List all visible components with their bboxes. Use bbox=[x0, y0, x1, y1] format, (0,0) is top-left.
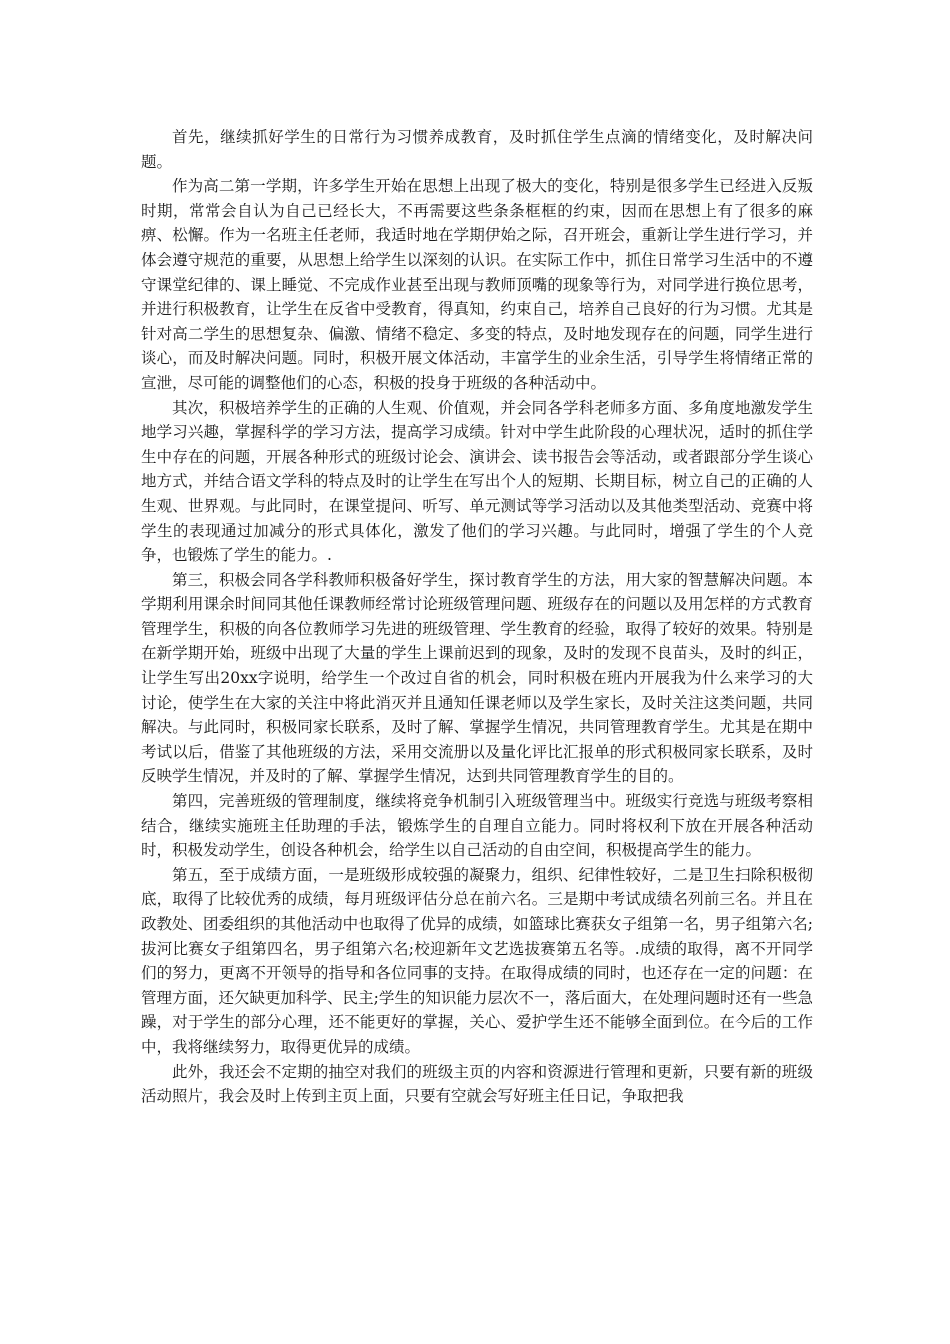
document-body bbox=[141, 125, 813, 1109]
paragraph-2: 作为高二第一学期，许多学生开始在思想上出现了极大的变化，特别是很多学生已经进入反叛时期，常常会自认为自己已经长大，不再需要这些条条框框的约束，因而在思想上有了很多的麻痹、松懈。作为一名班主任老师，我适时地在学期伊始之际，召开班会，重新让学生进行学习，并体会遵守规范的重要，从思想上给学生以深刻的认识。在实际工作中，抓住日常学习生活中的不遵守课堂纪律的、课上睡觉、不完成作业甚至出现与教师顶嘴的现象等行为，对同学进行换位思考，并进行积极教育，让学生在反省中受教育，得真知，约束自己，培养自己良好的行为习惯。尤其是针对高二学生的思想复杂、偏激、情绪不稳定、多变的特点，及时地发现存在的问题，同学生进行谈心，而及时解决问题。同时，积极开展文体活动，丰富学生的业余生活，引导学生将情绪正常的宣泄，尽可能的调整他们的心态，积极的投身于班级的各种活动中。 bbox=[141, 177, 813, 392]
paragraph-1: 首先，继续抓好学生的日常行为习惯养成教育，及时抓住学生点滴的情绪变化，及时解决问题。 bbox=[141, 128, 813, 171]
paragraph-7: 此外，我还会不定期的抽空对我们的班级主页的内容和资源进行管理和更新，只要有新的班级活动照片，我会及时上传到主页上面，只要有空就会写好班主任日记，争取把我 bbox=[141, 1062, 813, 1106]
paragraph-5: 第四，完善班级的管理制度，继续将竞争机制引入班级管理当中。班级实行竞选与班级考察相结合，继续实施班主任助理的手法，锻炼学生的自理自立能力。同时将权利下放在开展各种活动时，积极发动学生，创设各种机会，给学生以自己活动的自由空间，积极提高学生的能力。 bbox=[141, 792, 813, 860]
paragraph-3: 其次，积极培养学生的正确的人生观、价值观，并会同各学科老师多方面、多角度地激发学生地学习兴趣，掌握科学的学习方法，提高学习成绩。针对中学生此阶段的心理状况，适时的抓住学生中存在的问题，开展各种形式的班级讨论会、演讲会、读书报告会等活动，或者跟部分学生谈心地方式，并结合语文学科的特点及时的让学生在写出个人的短期、长期目标，树立自己的正确的人生观、世界观。与此同时，在课堂提问、听写、单元测试等学习活动以及其他类型活动、竞赛中将学生的表现通过加减分的形式具体化，激发了他们的学习兴趣。与此同时，增强了学生的个人竞争，也锻炼了学生的能力。. bbox=[141, 398, 813, 565]
paragraph-4: 第三，积极会同各学科教师积极备好学生，探讨教育学生的方法，用大家的智慧解决问题。本学期利用课余时间同其他任课教师经常讨论班级管理问题、班级存在的问题以及用怎样的方式教育管理学生，积极的向各位教师学习先进的班级管理、学生教育的经验，取得了较好的效果。特别是在新学期开始，班级中出现了大量的学生上课前迟到的现象，及时的发现不良苗头，及时的纠正，让学生写出20xx字说明，给学生一个改过自省的机会，同时积极在班内开展我为什么来学习的大讨论，使学生在大家的关注中将此消灭并且通知任课老师以及学生家长，及时关注这类问题，共同解决。与此同时，积极同家长联系，及时了解、掌握学生情况，共同管理教育学生。尤其是在期中考试以后，借鉴了其他班级的方法，采用交流册以及量化评比汇报单的形式积极同家长联系，及时反映学生情况，并及时的了解、掌握学生情况，达到共同管理教育学生的目的。 bbox=[141, 570, 813, 786]
paragraph-6: 第五，至于成绩方面，一是班级形成较强的凝聚力，组织、纪律性较好，二是卫生扫除积极彻底，取得了比较优秀的成绩，每月班级评估分总在前六名。三是期中考试成绩名列前三名。并且在政教处、团委组织的其他活动中也取得了优异的成绩，如篮球比赛获女子组第一名，男子组第六名;拔河比赛女子组第四名，男子组第六名;校迎新年文艺选拔赛第五名等。.成绩的取得，离不开同学们的努力，更离不开领导的指导和各位同事的支持。在取得成绩的同时，也还存在一定的问题：在管理方面，还欠缺更加科学、民主;学生的知识能力层次不一，落后面大，在处理问题时还有一些急躁，对于学生的部分心理，还不能更好的掌握，关心、爱护学生还不能够全面到位。在今后的工作中，我将继续努力，取得更优异的成绩。 bbox=[141, 865, 813, 1056]
